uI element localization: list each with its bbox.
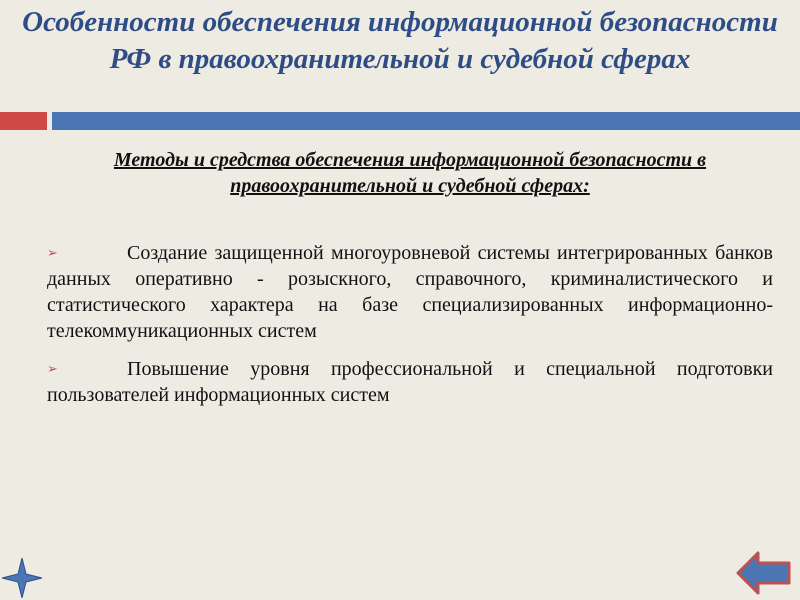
bullet-item bbox=[47, 240, 773, 344]
accent-bar-red bbox=[0, 112, 47, 130]
bullet-item bbox=[47, 356, 773, 408]
bullet-text: Создание защищенной многоуровневой системы интегрированных банков данных оперативно - розыскного, справочного, криминалистического и статистического характера на базе специализированных информационно-телекоммуникационных систем bbox=[47, 242, 773, 342]
bullet-text: Повышение уровня профессиональной и специальной подготовки пользователей информационных систем bbox=[47, 358, 773, 406]
four-point-star-icon[interactable] bbox=[2, 558, 42, 598]
back-arrow-icon[interactable] bbox=[736, 550, 792, 596]
bullet-marker-icon: ➢ bbox=[47, 361, 58, 376]
slide-title: Особенности обеспечения информационной безопасности РФ в правоохранительной и судебной сферах bbox=[22, 6, 778, 75]
accent-bar-blue bbox=[52, 112, 800, 130]
slide-subtitle: Методы и средства обеспечения информационной безопасности в правоохранительной и судебной сферах: bbox=[113, 149, 707, 197]
bullet-marker-icon: ➢ bbox=[47, 245, 58, 260]
bullet-list bbox=[47, 240, 773, 420]
